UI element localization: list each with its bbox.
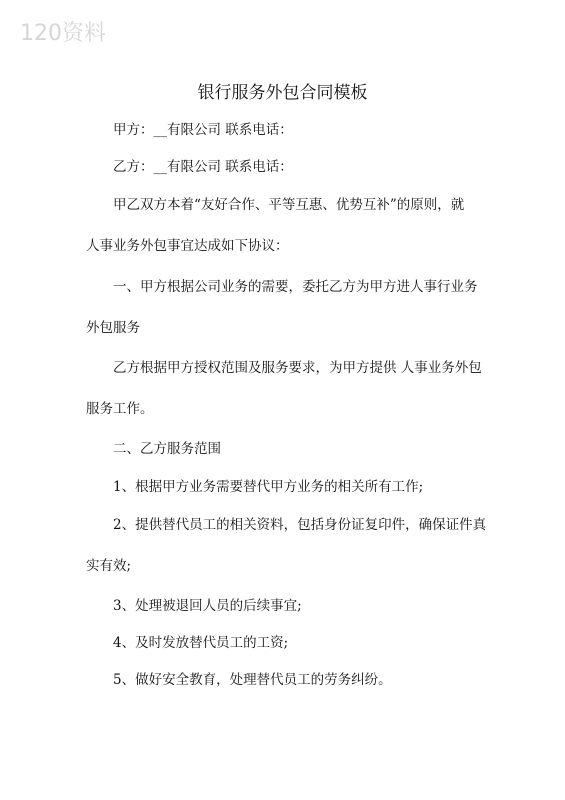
party-a-line: 甲方：__有限公司 联系电话： xyxy=(113,122,293,138)
list-item: 3、处理被退回人员的后续事宜; xyxy=(113,598,302,614)
section-two-heading: 二、乙方服务范围 xyxy=(113,441,221,457)
section-one-line: 一、甲方根据公司业务的需要，委托乙方为甲方进人事行业务 xyxy=(113,279,478,295)
list-item: 1、根据甲方业务需要替代甲方业务的相关所有工作; xyxy=(113,479,424,495)
paragraph-line: 外包服务 xyxy=(86,320,140,336)
party-b-line: 乙方：__有限公司 联系电话： xyxy=(113,159,293,175)
paragraph-line: 甲乙双方本着“友好合作、平等互惠、优势互补”的原则，就 xyxy=(113,197,465,213)
paragraph-line: 实有效; xyxy=(86,558,132,574)
list-item: 4、及时发放替代员工的工资; xyxy=(113,635,289,651)
paragraph-line: 服务工作。 xyxy=(86,401,154,417)
list-item: 5、做好安全教育，处理替代员工的劳务纠纷。 xyxy=(113,672,392,688)
paragraph-line: 乙方根据甲方授权范围及服务要求，为甲方提供 人事业务外包 xyxy=(113,360,482,376)
list-item: 2、提供替代员工的相关资料，包括身份证复印件，确保证件真 xyxy=(113,517,487,533)
paragraph-line: 人事业务外包事宜达成如下协议： xyxy=(86,238,289,254)
watermark-logo: 120资料 xyxy=(20,21,106,46)
document-title: 银行服务外包合同模板 xyxy=(197,83,368,103)
